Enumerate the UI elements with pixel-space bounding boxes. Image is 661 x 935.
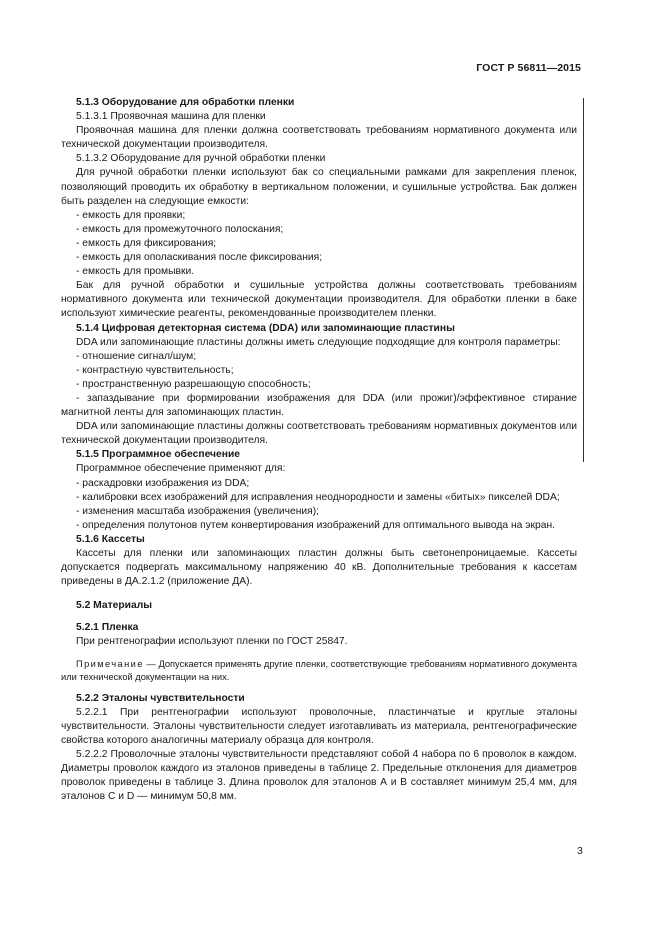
list-item: - изменения масштаба изображения (увеличения); bbox=[76, 505, 320, 517]
paragraph: 5.2.2.2 Проволочные эталоны чувствительности представляют собой 4 набора по 6 проволок в каждом. Диаметры проволок каждого из эталонов приведены в таблице 2. Предельные отклонения для диаметров проволок приведены в таблице 3. Длина проволок для эталонов А и В составляет минимум 25,4 мм, для эталонов С и D — минимум 50,8 мм. bbox=[61, 748, 577, 803]
section-heading: 5.1.4 Цифровая детекторная система (DDA) или запоминающие пластины bbox=[76, 322, 455, 334]
document-header: ГОСТ Р 56811—2015 bbox=[476, 62, 581, 74]
subsection-title: 5.1.3.2 Оборудование для ручной обработки пленки bbox=[76, 153, 326, 165]
list-item: - емкость для проявки; bbox=[76, 209, 186, 221]
paragraph: Кассеты для пленки или запоминающих пластин должны быть светонепроницаемые. Кассеты допускается подвергать максимальному напряжению 40 кВ. Дополнительные требования к кассетам приведены в ДА.2.1.2 (приложение ДА). bbox=[61, 548, 577, 588]
note bbox=[61, 658, 577, 684]
change-bar bbox=[583, 98, 584, 462]
list-item: - контрастную чувствительность; bbox=[76, 364, 234, 376]
paragraph: Проявочная машина для пленки должна соответствовать требованиям нормативного документа или технической документации производителя. bbox=[61, 125, 577, 151]
list-item: - емкость для ополаскивания после фиксирования; bbox=[76, 252, 323, 264]
section-heading: 5.1.5 Программное обеспечение bbox=[76, 449, 241, 461]
list-item: - отношение сигнал/шум; bbox=[76, 350, 197, 362]
list-item: - запаздывание при формировании изображения для DDA (или прожиг)/эффективное стирание магнитной ленты для запоминающих пластин. bbox=[61, 392, 577, 419]
list-item: - определения полутонов путем конвертирования изображений для оптимального вывода на экран. bbox=[76, 519, 555, 531]
paragraph: Бак для ручной обработки и сушильные устройства должны соответствовать требованиям нормативного документа или технической документации производителя. Для обработки пленки в баке используют химические реагенты, рекомендованные производителем пленки. bbox=[61, 280, 577, 320]
list-item: - раскадровки изображения из DDA; bbox=[76, 477, 250, 489]
list-item: - емкость для промывки. bbox=[76, 266, 195, 278]
paragraph: 5.2.2.1 При рентгенографии используют проволочные, пластинчатые и круглые эталоны чувствительности. Эталоны чувствительности следует изготавливать из материала, рентгенографические свойства которого аналогичны материалу образца для контроля. bbox=[61, 706, 577, 746]
paragraph: DDA или запоминающие пластины должны соответствовать требованиям нормативных документов или технической документации производителя. bbox=[61, 421, 577, 447]
list-item: - пространственную разрешающую способность; bbox=[76, 378, 311, 390]
paragraph: При рентгенографии используют пленки по ГОСТ 25847. bbox=[76, 636, 348, 648]
list-item: - калибровки всех изображений для исправления неоднородности и замены «битых» пикселей DDA; bbox=[76, 491, 560, 503]
note-label: Примечание bbox=[76, 658, 144, 669]
paragraph: Для ручной обработки пленки используют бак со специальными рамками для закрепления пленок, позволяющий проводить их обработку в вертикальном положении, и сушильные устройства. Бак должен быть разделен на следующие емкости: bbox=[61, 167, 577, 207]
document-body bbox=[61, 96, 577, 804]
section-heading: 5.1.6 Кассеты bbox=[76, 533, 145, 545]
paragraph: DDA или запоминающие пластины должны иметь следующие подходящие для контроля параметры: bbox=[76, 336, 561, 348]
list-item: - емкость для промежуточного полоскания; bbox=[76, 223, 284, 235]
page-number: 3 bbox=[577, 845, 583, 857]
paragraph: Программное обеспечение применяют для: bbox=[76, 463, 286, 475]
section-heading: 5.2 Материалы bbox=[76, 600, 153, 612]
section-heading: 5.2.1 Пленка bbox=[76, 622, 139, 634]
subsection-title: 5.1.3.1 Проявочная машина для пленки bbox=[76, 111, 266, 123]
list-item: - емкость для фиксирования; bbox=[76, 237, 217, 249]
note-text: — Допускается применять другие пленки, соответствующие требованиям нормативного документа или технической документации на них. bbox=[61, 658, 577, 682]
section-heading: 5.1.3 Оборудование для обработки пленки bbox=[76, 97, 295, 108]
section-heading: 5.2.2 Эталоны чувствительности bbox=[76, 692, 245, 704]
